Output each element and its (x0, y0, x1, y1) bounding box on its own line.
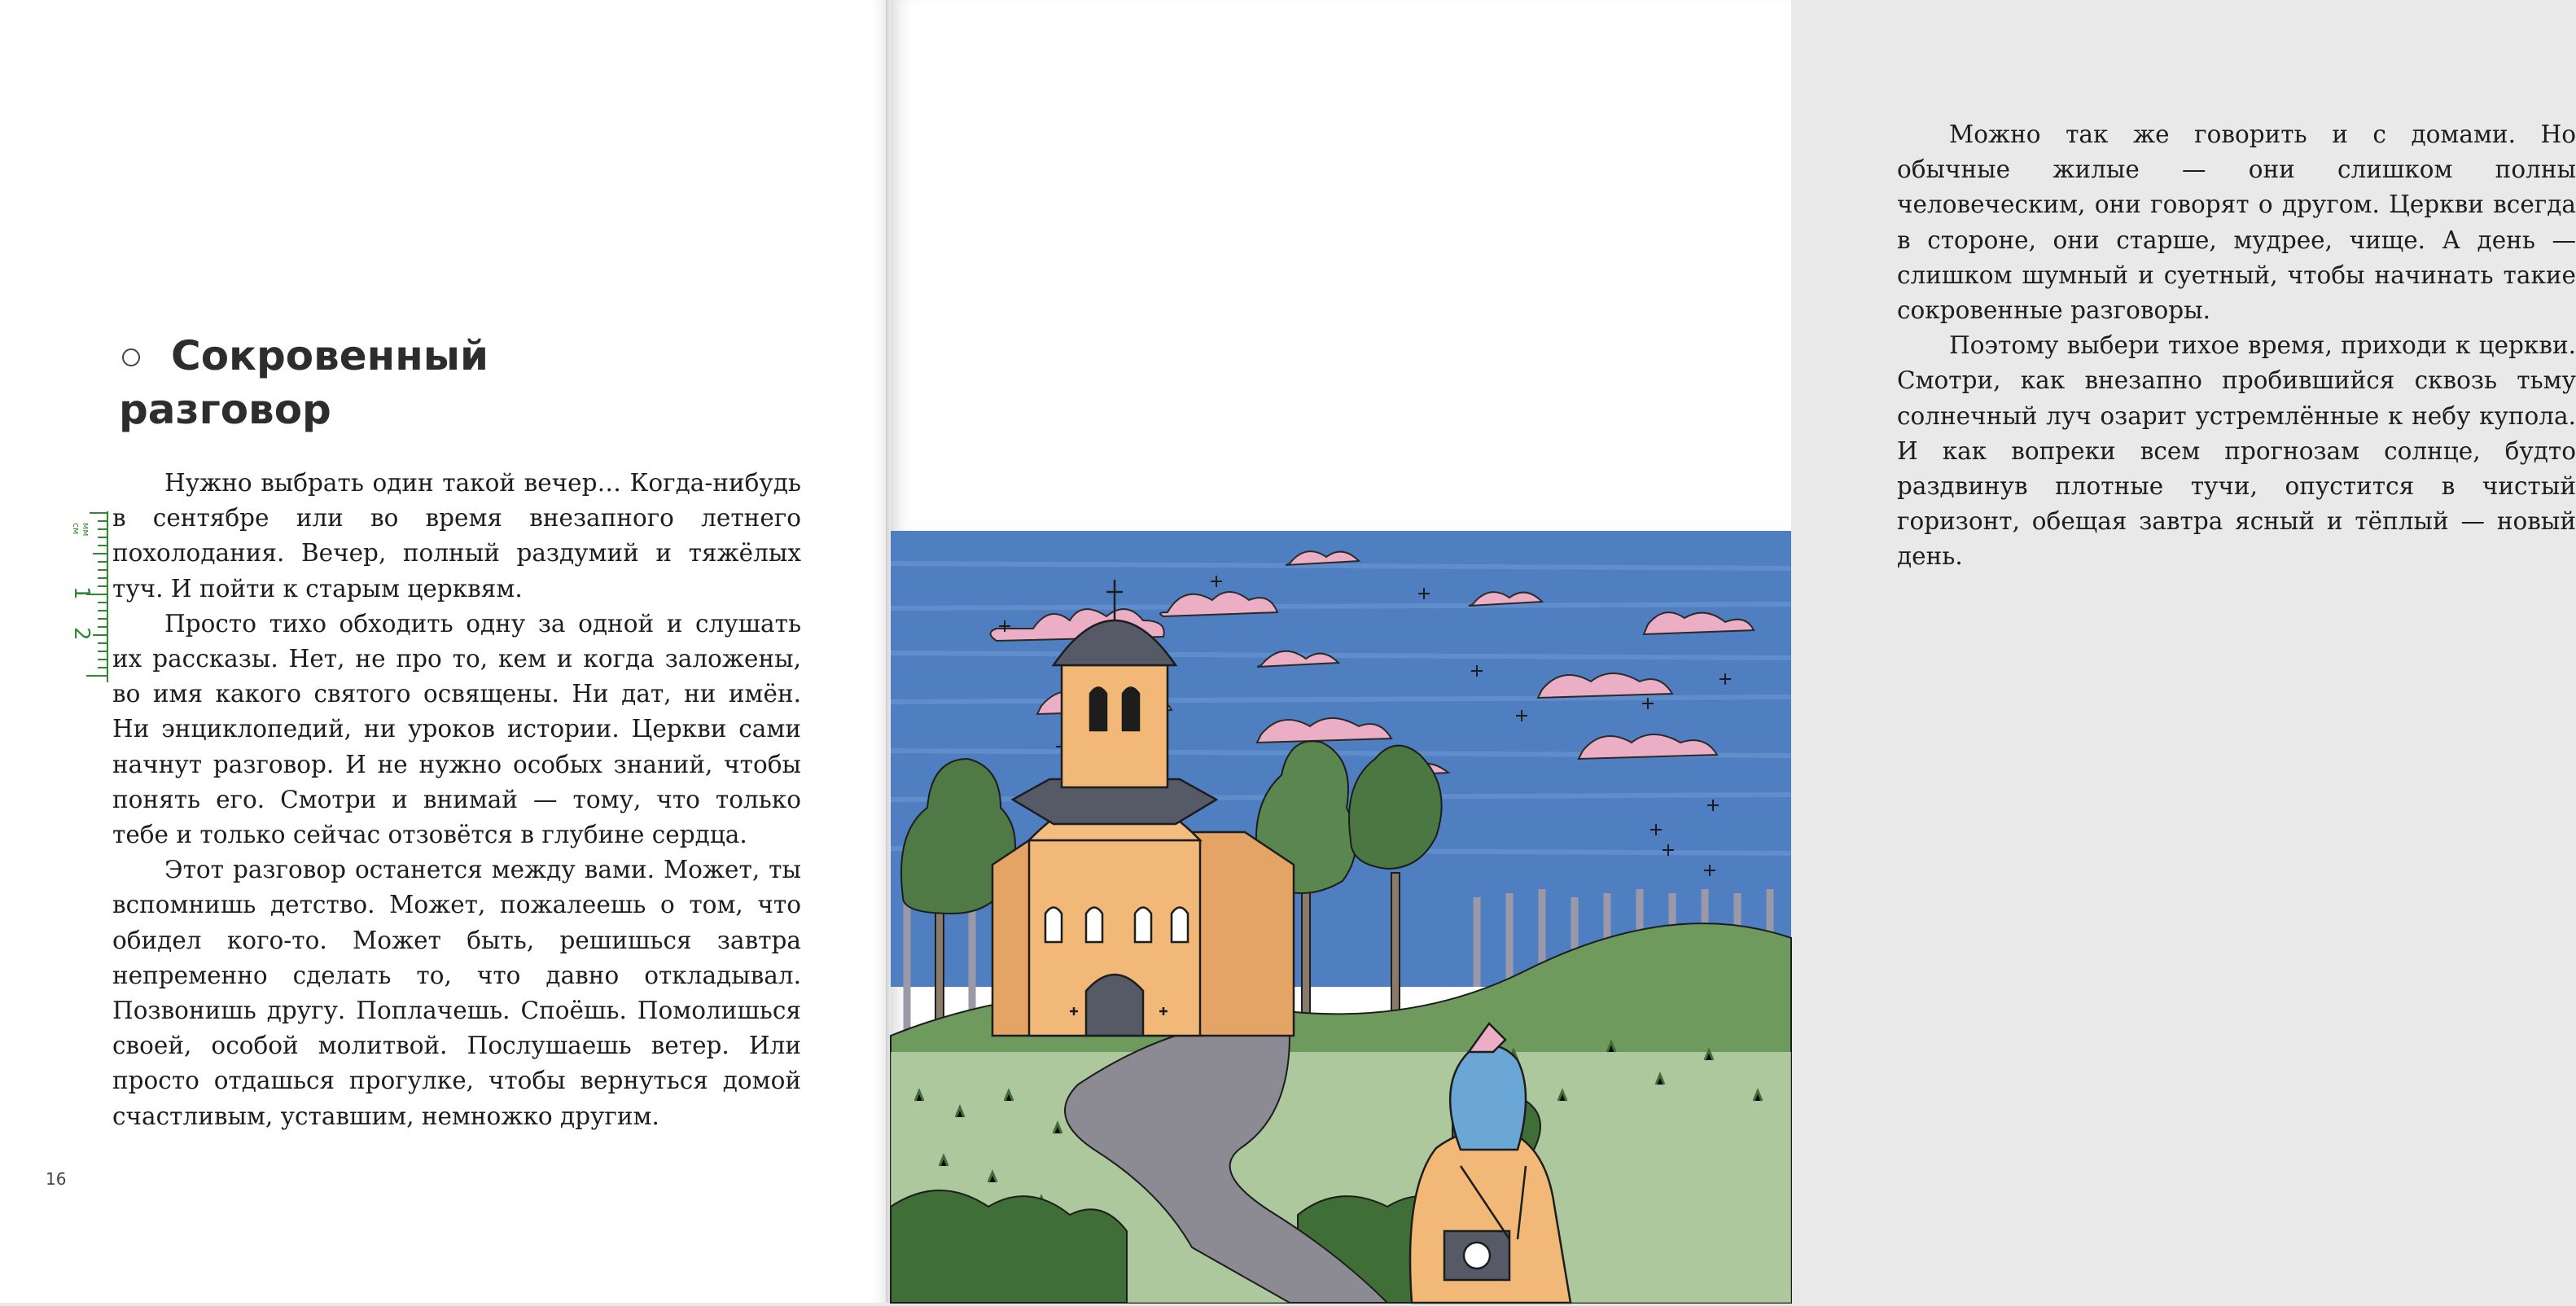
right-body-text (1897, 117, 2576, 575)
page-number: 16 (46, 1169, 67, 1189)
circle-bullet-icon (122, 348, 140, 366)
chapter-heading (119, 329, 689, 436)
scale-ruler (65, 511, 109, 682)
paragraph: Этот разговор останется между вами. Может, ты вспомнишь детство. Может, пожалеешь о том, что обидел кого-то. Может быть, решишься завтра непременно сделать то, что давно откладывал. Позвонишь другу. Поплачешь. Споёшь. Помолишься своей, особой молитвой. Послушаешь ветер. Или просто отдашься прогулке, чтобы вернуться домой счастливым, уставшим, немножко другим. (112, 856, 801, 1130)
ruler-unit-mm: мм (81, 523, 91, 537)
heading-line-1: Сокровенный (171, 332, 489, 379)
paragraph: Поэтому выбери тихое время, приходи к церкви. Смотри, как внезапно пробившийся сквозь тьму солнечный луч озарит устремлённые к небу купола. И как вопреки всем прогнозам солнце, будто раздвинув плотные тучи, опустится в чистый горизонт, обещая завтра ясный и тёплый — новый день. (1897, 331, 2576, 571)
paragraph: Нужно выбрать один такой вечер… Когда-нибудь в сентябре или во время внезапного летнего похолодания. Вечер, полный раздумий и тяжёлых туч. И пойти к старым церквям. (112, 469, 801, 603)
church-illustration (891, 531, 1791, 1303)
heading-line-2: разговор (119, 386, 331, 433)
ruler-mark-1: 1 (69, 586, 94, 600)
paragraph: Можно так же говорить и с домами. Но обычные жилые — они слишком полны человеческим, они говорят о другом. Церкви всегда в стороне, они старше, мудрее, чище. А день — слишком шумный и суетный, чтобы начинать такие сокровенные разговоры. (1897, 121, 2576, 325)
left-body-text (112, 466, 801, 1134)
paragraph: Просто тихо обходить одну за одной и слушать их рассказы. Нет, не про то, кем и когда заложены, во имя какого святого освящены. Ни дат, ни имён. Ни энциклопедий, ни уроков истории. Церкви сами начнут разговор. И не нужно особых знаний, чтобы понять его. Смотри и внимай — тому, что только тебе и только сейчас отзовётся в глубине сердца. (112, 609, 801, 849)
right-page (891, 0, 2576, 1303)
ruler-unit-cm: см (71, 523, 81, 535)
left-page (0, 0, 887, 1303)
ruler-mark-2: 2 (69, 627, 94, 641)
